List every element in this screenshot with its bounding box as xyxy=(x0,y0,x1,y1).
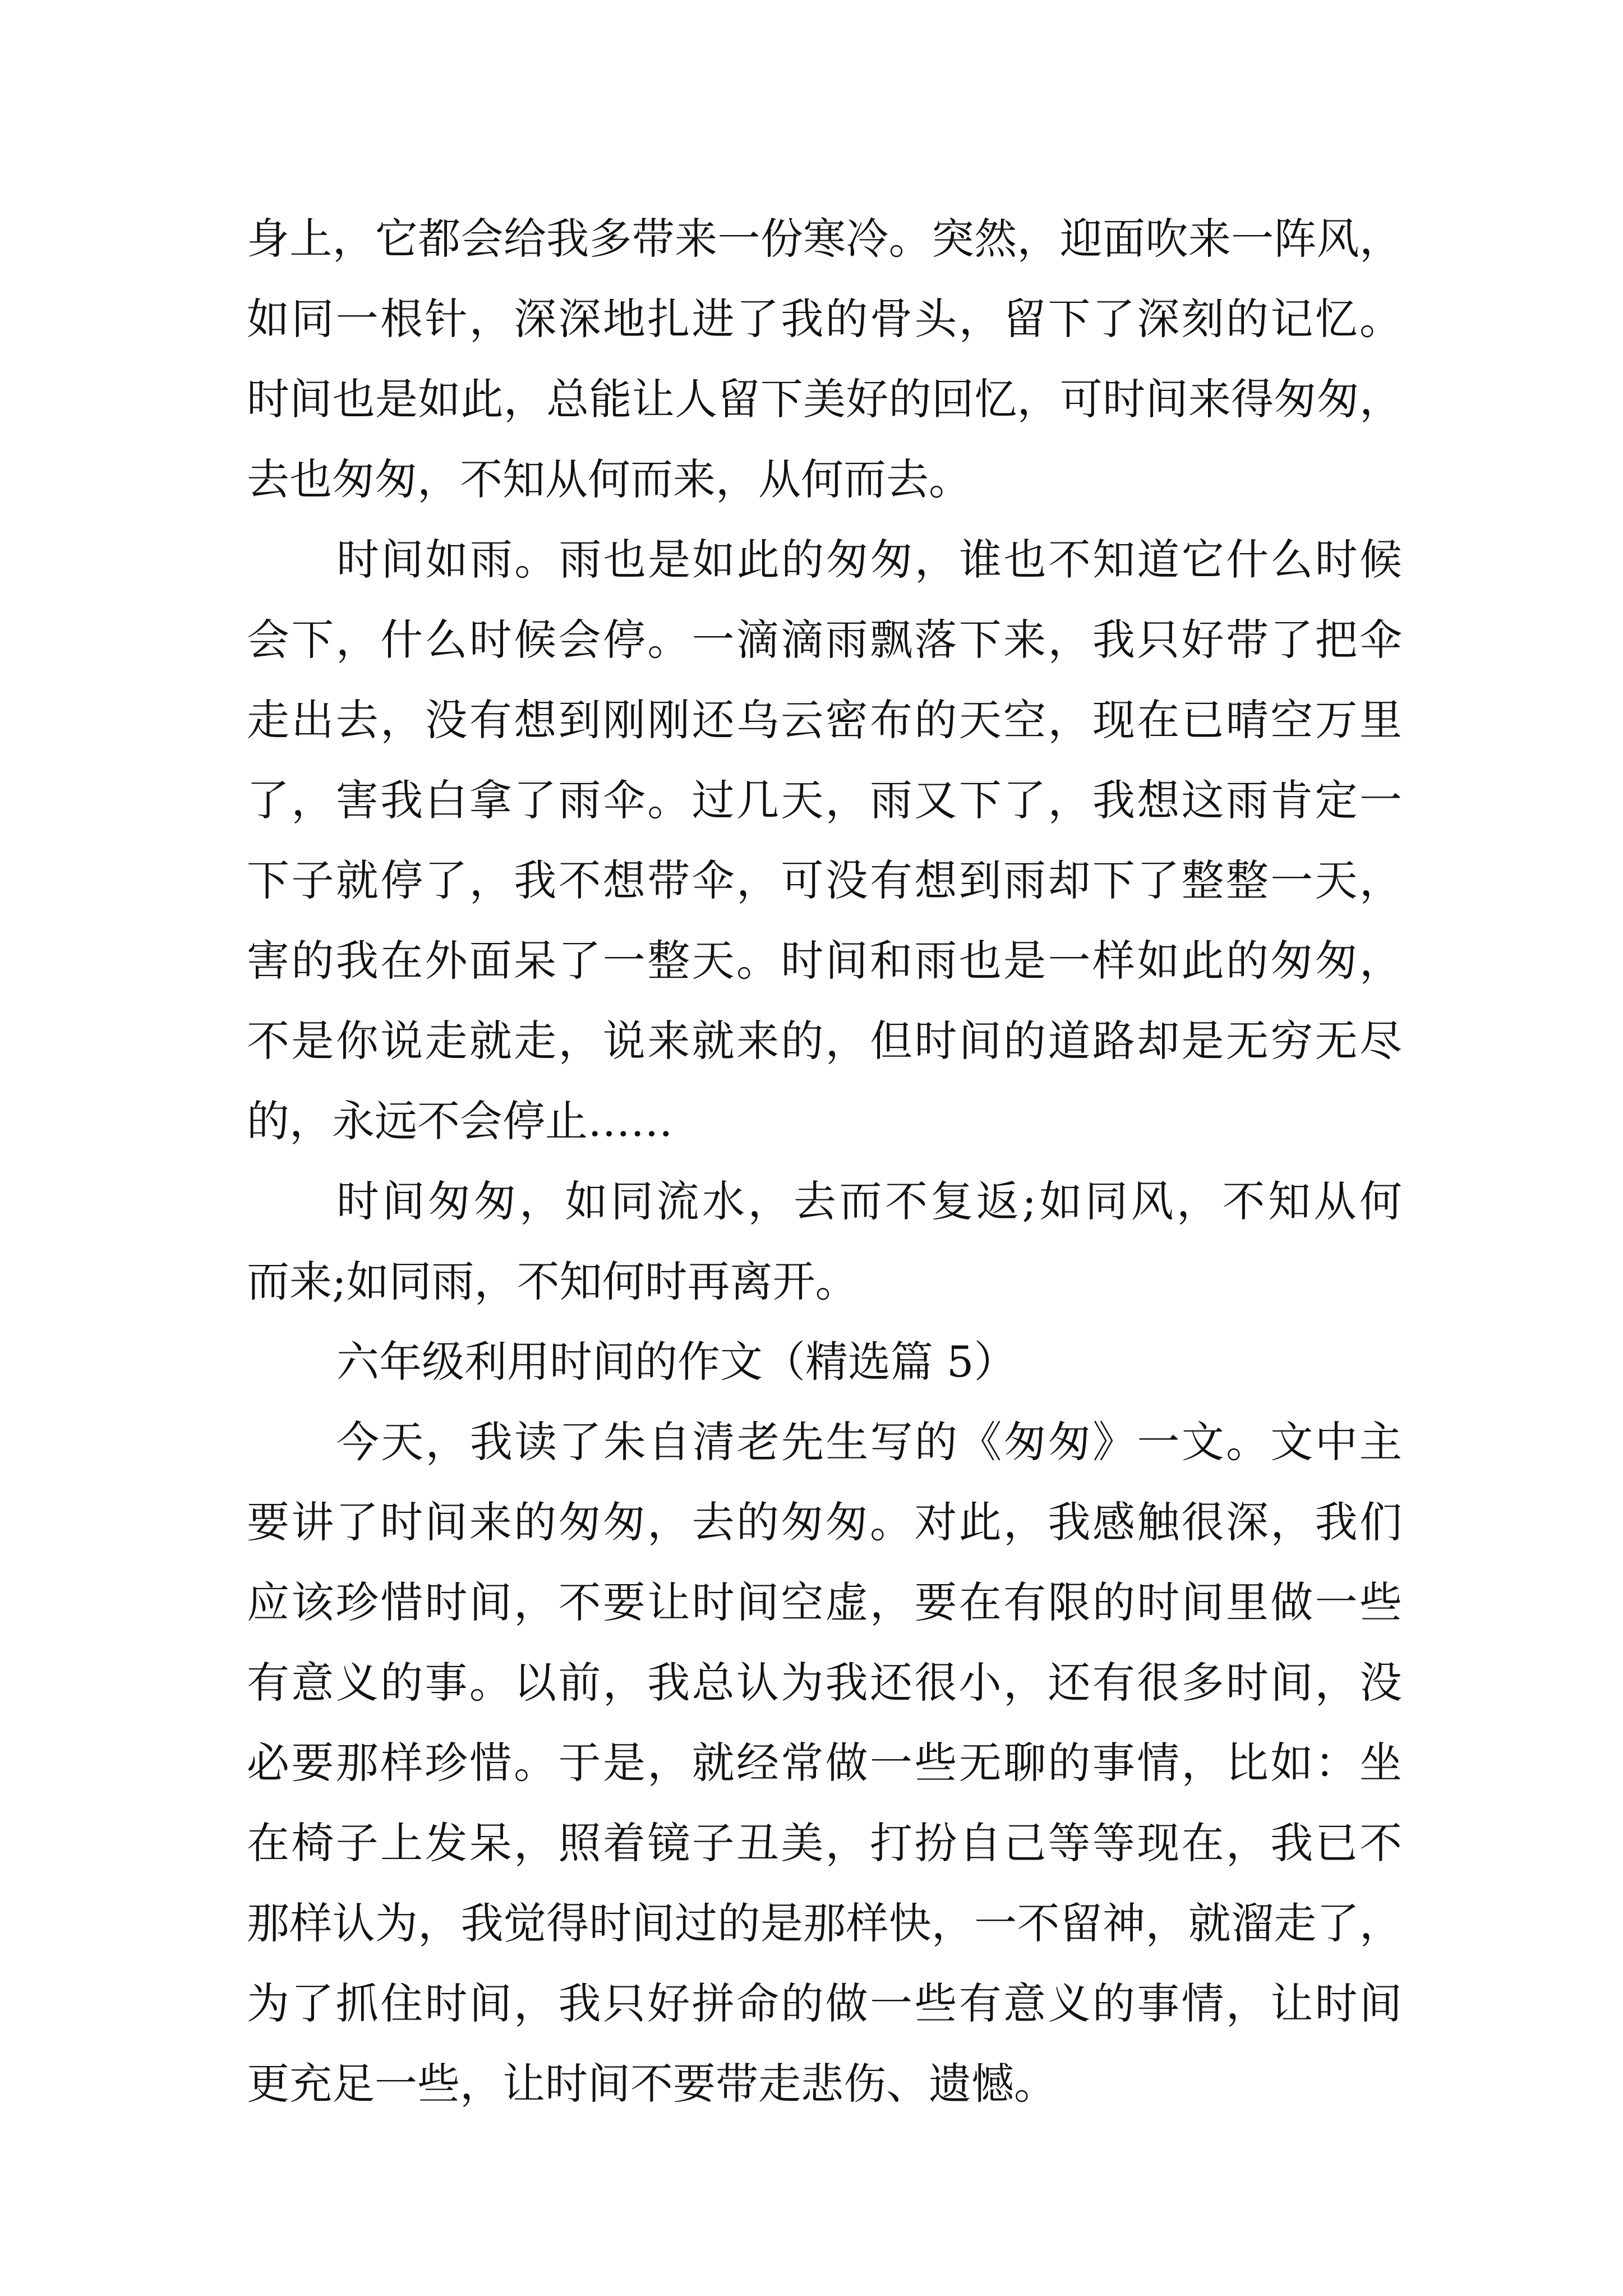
section-heading: 六年级利用时间的作文（精选篇 5） xyxy=(336,1337,1017,1387)
text-line: 下子就停了，我不想带伞，可没有想到雨却下了整整一天， xyxy=(247,855,1402,905)
text-line: 应该珍惜时间，不要让时间空虚，要在有限的时间里做一些 xyxy=(247,1577,1402,1627)
text-line: 有意义的事。以前，我总认为我还很小，还有很多时间，没 xyxy=(247,1658,1402,1708)
text-line: 而来;如同雨，不知何时再离开。 xyxy=(247,1257,858,1306)
text-line: 了，害我白拿了雨伞。过几天，雨又下了，我想这雨肯定一 xyxy=(247,775,1402,825)
text-line: 走出去，没有想到刚刚还乌云密布的天空，现在已晴空万里 xyxy=(247,695,1402,745)
paragraph-first-line: 时间如雨。雨也是如此的匆匆，谁也不知道它什么时候 xyxy=(336,535,1402,585)
text-line: 如同一根针，深深地扎进了我的骨头，留下了深刻的记忆。 xyxy=(247,294,1402,344)
text-line: 不是你说走就走，说来就来的，但时间的道路却是无穷无尽 xyxy=(247,1016,1402,1066)
text-line: 在椅子上发呆，照着镜子丑美，打扮自己等等现在，我已不 xyxy=(247,1818,1402,1868)
text-line: 要讲了时间来的匆匆，去的匆匆。对此，我感触很深，我们 xyxy=(247,1497,1402,1547)
text-line: 为了抓住时间，我只好拼命的做一些有意义的事情，让时间 xyxy=(247,1978,1402,2028)
text-line: 身上，它都会给我多带来一份寒冷。突然，迎面吹来一阵风， xyxy=(247,214,1402,264)
text-line: 必要那样珍惜。于是，就经常做一些无聊的事情，比如：坐 xyxy=(247,1738,1402,1788)
text-line: 时间也是如此，总能让人留下美好的回忆，可时间来得匆匆， xyxy=(247,374,1402,424)
text-line: 那样认为，我觉得时间过的是那样快，一不留神，就溜走了， xyxy=(247,1898,1402,1948)
text-line: 害的我在外面呆了一整天。时间和雨也是一样如此的匆匆， xyxy=(247,936,1402,986)
text-line: 的，永远不会停止…… xyxy=(247,1096,673,1146)
text-line: 会下，什么时候会停。一滴滴雨飘落下来，我只好带了把伞 xyxy=(247,615,1402,665)
paragraph-first-line: 今天，我读了朱自清老先生写的《匆匆》一文。文中主 xyxy=(336,1417,1402,1467)
text-line: 更充足一些，让时间不要带走悲伤、遗憾。 xyxy=(247,2059,1057,2109)
paragraph-first-line: 时间匆匆，如同流水，去而不复返;如同风，不知从何 xyxy=(336,1176,1402,1226)
text-line: 去也匆匆，不知从何而来，从何而去。 xyxy=(247,454,971,504)
